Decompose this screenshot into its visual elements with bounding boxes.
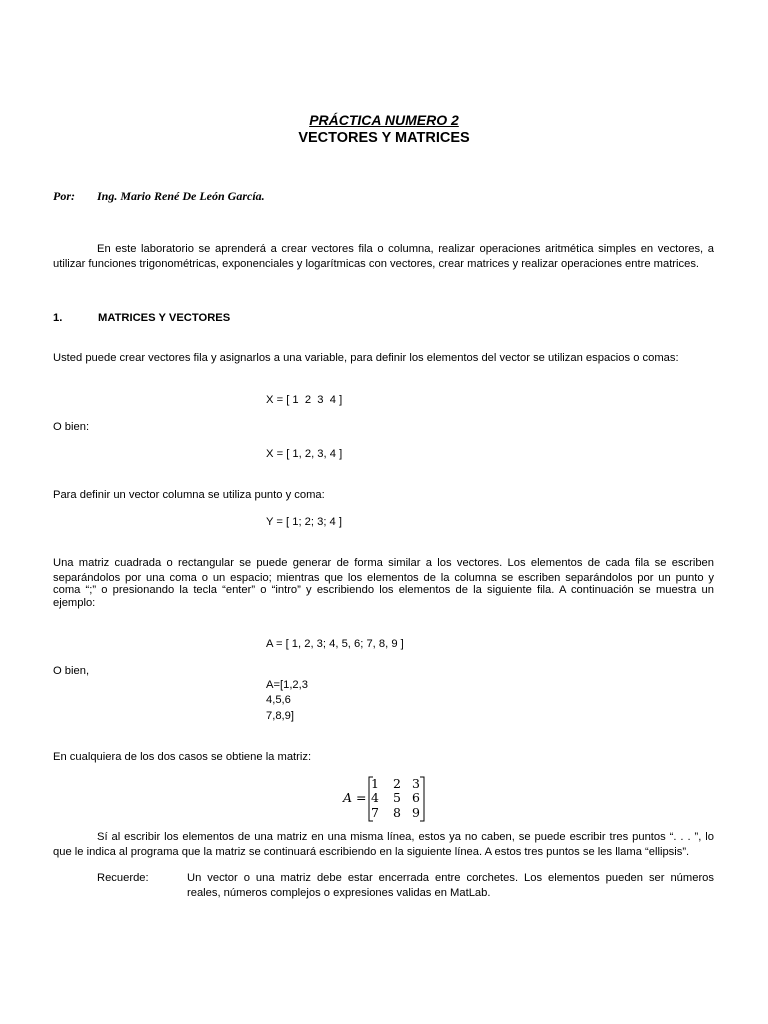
- matrix-cell: 7: [371, 805, 379, 820]
- author-label: Por:: [53, 189, 75, 203]
- author-name: Ing. Mario René De León García.: [97, 189, 265, 203]
- matrix-name: A: [343, 790, 353, 805]
- matrix-cell: 5: [393, 790, 401, 805]
- paragraph-result: En cualquiera de los dos casos se obtiene la matriz:: [53, 751, 312, 763]
- matrix-cell: 4: [371, 790, 379, 805]
- code-matrix-a-inline: A = [ 1, 2, 3; 4, 5, 6; 7, 8, 9 ]: [266, 638, 404, 650]
- matrix-cell: 3: [412, 776, 420, 791]
- matrix-cell: 9: [412, 805, 420, 820]
- paragraph-ellipsis-line-2: que le indica al programa que la matriz se continuará escribiendo en la siguiente línea. A estos tres puntos se les llama “ellipsis”.: [53, 846, 690, 858]
- right-bracket-icon: [420, 777, 424, 821]
- matrix-cell: 1: [371, 776, 379, 791]
- code-matrix-a-multiline-1: A=[1,2,3: [266, 679, 308, 691]
- intro-line-2: utilizar funciones trigonométricas, exponenciales y logarítmicas con vectores, crear matrices y realizar operaciones entre matrices.: [53, 258, 700, 270]
- paragraph-ellipsis-line-1: Sí al escribir los elementos de una matriz en una misma línea, estos ya no caben, se puede escribir tres puntos “. . . ”, lo: [97, 831, 714, 843]
- paragraph-column-vector: Para definir un vector columna se utiliza punto y coma:: [53, 489, 325, 501]
- text-o-bien-1: O bien:: [53, 421, 90, 433]
- matrix-display: [340, 775, 430, 823]
- code-vector-x-commas: X = [ 1, 2, 3, 4 ]: [266, 448, 343, 460]
- matrix-cell: 6: [412, 790, 420, 805]
- code-matrix-a-multiline-2: 4,5,6: [266, 694, 291, 706]
- paragraph-row-vector: Usted puede crear vectores fila y asignarlos a una variable, para definir los elementos del vector se utilizan espacios o comas:: [53, 352, 679, 364]
- matrix-cell: 2: [393, 776, 401, 791]
- matrix-equals: =: [356, 790, 367, 805]
- section-number: 1.: [53, 312, 63, 324]
- remember-line-1: Un vector o una matriz debe estar encerrada entre corchetes. Los elementos pueden ser números: [187, 872, 714, 884]
- text-o-bien-2: O bien,: [53, 665, 90, 677]
- intro-line-1: En este laboratorio se aprenderá a crear vectores fila o columna, realizar operaciones aritmética simples en vectores, a: [97, 243, 714, 255]
- code-vector-y: Y = [ 1; 2; 3; 4 ]: [266, 516, 342, 528]
- matrix-svg: [340, 775, 430, 823]
- matrix-cell: 8: [393, 805, 401, 820]
- paragraph-matrix-line-3: coma “;” o presionando la tecla “enter” o “intro” y escribiendo los elementos de la siguiente fila. A continuación se muestra un: [53, 584, 714, 596]
- paragraph-matrix-line-2: separándolos por una coma o un espacio; mientras que los elementos de la columna se escriben separándolos por un punto y: [53, 572, 714, 584]
- document-subtitle: VECTORES Y MATRICES: [298, 130, 470, 146]
- code-vector-x-spaces: X = [ 1 2 3 4 ]: [266, 394, 343, 406]
- section-heading: MATRICES Y VECTORES: [98, 312, 231, 324]
- code-matrix-a-multiline-3: 7,8,9]: [266, 710, 294, 722]
- remember-label: Recuerde:: [97, 872, 149, 884]
- paragraph-matrix-line-1: Una matriz cuadrada o rectangular se puede generar de forma similar a los vectores. Los elementos de cada fila se escriben: [53, 557, 714, 569]
- remember-line-2: reales, números complejos o expresiones validas en MatLab.: [187, 887, 491, 899]
- document-title: PRÁCTICA NUMERO 2: [309, 112, 459, 128]
- paragraph-matrix-line-4: ejemplo:: [53, 597, 96, 609]
